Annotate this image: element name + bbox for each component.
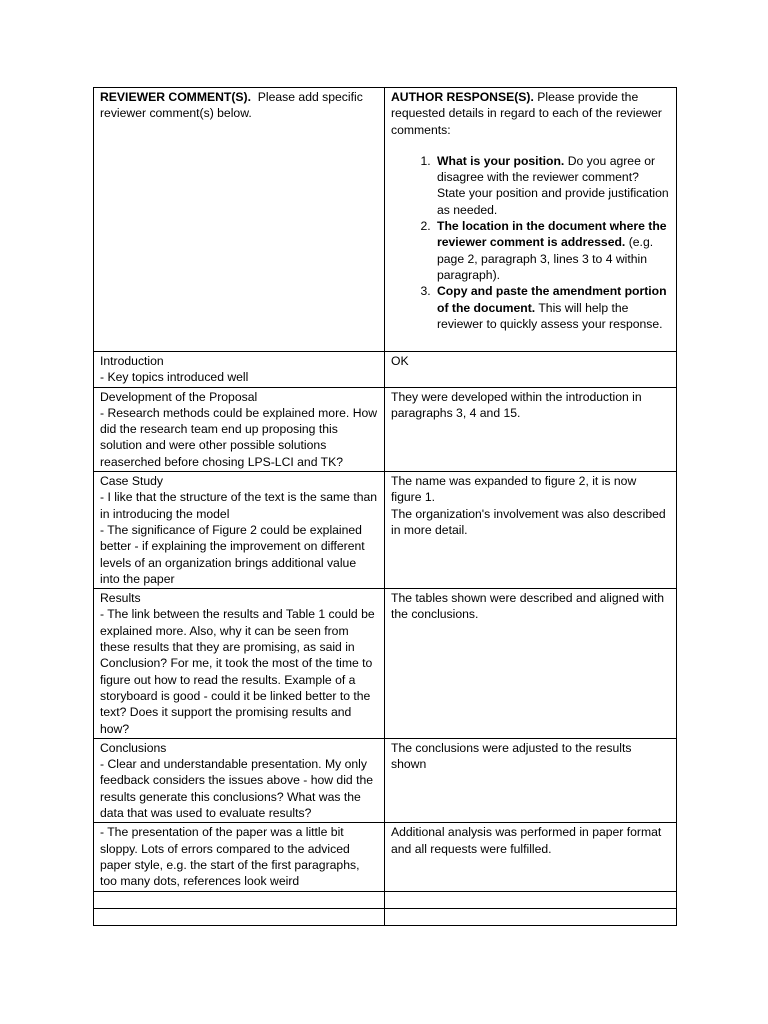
response-text: The name was expanded to figure 2, it is now figure 1.	[391, 474, 637, 505]
table-row	[94, 589, 677, 739]
section-title: Introduction	[100, 354, 164, 368]
table-row	[94, 472, 677, 589]
section-title: Case Study	[100, 474, 164, 489]
requirement-text: This will help the reviewer to quickly assess your response.	[437, 300, 663, 331]
comment-cell[interactable]	[94, 472, 385, 589]
table-row	[94, 738, 677, 822]
response-cell[interactable]	[385, 823, 677, 891]
requirement-item	[434, 153, 670, 218]
response-cell[interactable]	[385, 472, 677, 589]
comment-text: - The link between the results and Table 1 could be explained more. Also, why it can be seen from these results that they are promising, as said in Conclusion? For me, it took the most of the time to figure out how to read the results. Example of a storyboard is good - could it be linked better to the text? Does it support the promising results and how?	[100, 607, 375, 736]
section-title: Development of the Proposal	[100, 389, 258, 404]
response-text: They were developed within the introduction in paragraphs 3, 4 and 15.	[391, 389, 642, 420]
requirement-bold: The location in the document where the reviewer comment is addressed.	[437, 219, 667, 250]
reviewer-header-instructions: Please add specific reviewer comment(s) below.	[100, 90, 363, 121]
review-response-table	[93, 87, 677, 926]
header-row	[94, 88, 677, 352]
empty-comment-cell[interactable]	[94, 908, 385, 925]
response-text: The conclusions were adjusted to the results shown	[391, 740, 632, 772]
comment-text: - Research methods could be explained more. How did the research team end up proposing this solution and were other possible solutions reaserched before chosing LPS-LCI and TK?	[100, 405, 378, 469]
response-text: Additional analysis was performed in paper format and all requests were fulfilled.	[391, 825, 662, 856]
comment-text: - I like that the structure of the text is the same than in introducing the model	[100, 490, 378, 521]
section-title: Results	[100, 591, 141, 606]
comment-text: - The significance of Figure 2 could be explained better - if explaining the improvement on different levels of an organization brings additional value into the paper	[100, 522, 365, 586]
comment-cell[interactable]	[94, 387, 385, 471]
table-row	[94, 387, 677, 471]
empty-response-cell[interactable]	[385, 891, 677, 908]
author-header-instructions: Please provide the requested details in regard to each of the reviewer comments:	[391, 90, 662, 137]
response-text: The organization's involvement was also described in more detail.	[391, 506, 666, 537]
section-title: Conclusions	[100, 740, 167, 755]
empty-row	[94, 908, 677, 925]
comment-text: - The presentation of the paper was a little bit sloppy. Lots of errors compared to the adviced paper style, e.g. the start of the first paragraphs, too many dots, references look weird	[100, 825, 360, 889]
requirement-item	[434, 218, 670, 283]
comment-cell[interactable]	[94, 738, 385, 822]
requirement-text: (e.g. page 2, paragraph 3, lines 3 to 4 within paragraph).	[437, 235, 654, 282]
comment-text: - Clear and understandable presentation. My only feedback considers the issues above - how did the results generate this conclusions? What was the data that was used to evaluate results?	[100, 757, 374, 821]
reviewer-header-cell	[94, 88, 385, 352]
requirements-list	[391, 153, 670, 332]
comment-text: - Key topics introduced well	[100, 370, 249, 385]
response-text: The tables shown were described and aligned with the conclusions.	[391, 591, 665, 622]
response-text: OK	[391, 354, 409, 368]
author-header-cell	[385, 88, 677, 352]
empty-comment-cell[interactable]	[94, 891, 385, 908]
author-header-title: AUTHOR RESPONSE(S).	[391, 90, 534, 104]
comment-cell[interactable]	[94, 589, 385, 739]
comment-cell[interactable]	[94, 823, 385, 891]
empty-response-cell[interactable]	[385, 908, 677, 925]
table-row	[94, 823, 677, 891]
reviewer-header-title: REVIEWER COMMENT(S).	[100, 90, 251, 104]
response-cell[interactable]	[385, 352, 677, 388]
empty-row	[94, 891, 677, 908]
requirement-item	[434, 283, 670, 332]
table-row	[94, 352, 677, 388]
response-cell[interactable]	[385, 589, 677, 739]
requirement-text: Do you agree or disagree with the reviewer comment? State your position and provide justification as needed.	[437, 153, 669, 217]
response-cell[interactable]	[385, 738, 677, 822]
comment-cell[interactable]	[94, 352, 385, 388]
response-cell[interactable]	[385, 387, 677, 471]
requirement-bold: Copy and paste the amendment portion of the document.	[437, 284, 667, 315]
requirement-bold: What is your position.	[437, 153, 565, 168]
